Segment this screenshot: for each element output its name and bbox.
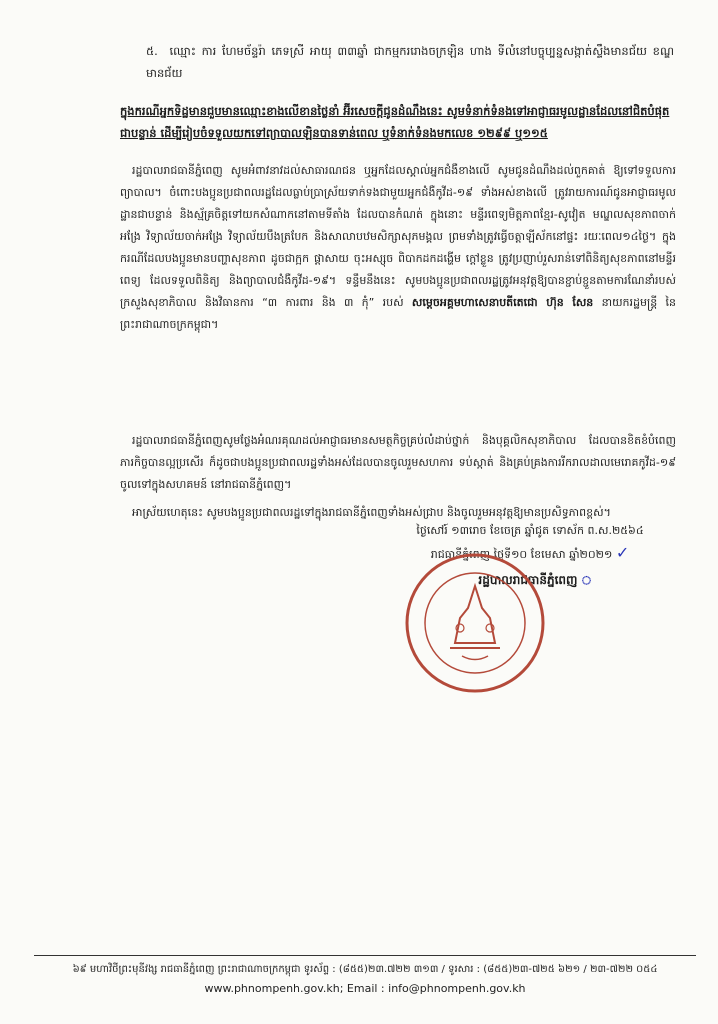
footer-divider <box>34 955 696 956</box>
thanks-paragraph: រដ្ឋបាលរាជធានីភ្នំពេញសូមថ្លែងអំណរគុណដល់អាជ្ញាធរមានសមត្ថកិច្ចគ្រប់លំដាប់ថ្នាក់ និងបុគ្គលិកសុខាភិបាល ដែលបានខិតខំបំពេញភារកិច្ចបានល្អប្រសើរ ក៏ដូចជាបងប្អូនប្រជាពលរដ្ឋទាំងអស់ដែលបានចូលរួមសហការ ទប់ស្កាត់ និងគ្រប់គ្រងការរីករាលដាលមេរោគកូវីដ-១៩ ចូលទៅក្នុងសហគមន៍ នៅរាជធានីភ្នំពេញ។ <box>120 434 676 491</box>
item-number: ៥. <box>146 44 158 58</box>
solar-date-text: រាជធានីភ្នំពេញ ថ្ងៃទី១០ ខែមេសា ឆ្នាំ២០២១ <box>430 548 613 561</box>
signature-mark-icon: ᜀ <box>581 569 592 588</box>
closing-paragraph: អាស្រ័យហេតុនេះ សូមបងប្អូនប្រជាពលរដ្ឋទៅក្នុងរាជធានីភ្នំពេញទាំងអស់ជ្រាប និងចូលរួមអនុវត្តឱ្យមានប្រសិទ្ធភាពខ្ពស់។ <box>132 506 611 519</box>
footer-address: ៦៩ មហាវិថីព្រះមុនីវង្ស រាជធានីភ្នំពេញ ព្រះរាជាណាចក្រកម្ពុជា ទូរស័ព្ទ : (៨៥៥)២៣.៧២២ ៣១៣ / ទូរសារ : (៨៥៥)២៣-៧២៥ ៦២១ / ២៣-៧២២ ០៥៤ <box>72 964 658 975</box>
item-text: ឈ្មោះ ការ ហែមច័ន្ទរ៉ា ភេទស្រី អាយុ ៣៣ឆ្នាំ ជាកម្មករ‌រោងចក្រ‌ឡិន ហាង ទីលំនៅ‌បច្ចុប្បន្ន‌សង្កាត់‌ស្ទឹងមានជ័យ ខណ្ឌមានជ័យ <box>146 44 675 80</box>
notice-bold-paragraph: ក្នុងករណីអ្នកទិដ្ឋមានជួបមានឈ្មោះខាងលើ‌ខានថ្លៃ‌នាំ អ៊ីរសេចក្ដីជូនដំណឹងនេះ សូមទំនាក់ទំនងទៅ‌អាជ្ញាធរ‌មូលដ្ឋាន‌ដែលនៅជិតបំផុត ជាបន្ទាន់ ដើម្បីរៀបចំទទួលយកទៅព្យាបាលឡិនបានទាន់ពេល ឬទំនាក់ទំនងមកលេខ ១២៩៩ ឬ១១៥ <box>120 104 670 140</box>
appeal-text: រដ្ឋបាលរាជធានីភ្នំពេញ សូមអំពាវនាវដល់សាធារណជន ឬអ្នកដែលស្គាល់អ្នកជំងឺខាងលើ សូមជូនដំណឹងដល់ពួកគាត់ ឱ្យទៅទទួលការព្យាបាល។ ចំពោះបងប្អូនប្រជាពលរដ្ឋដែលធ្លាប់ប្រាស្រ័យទាក់ទងជាមួយអ្នកជំងឺកូវីដ-១៩ ទាំងអស់ខាងលើ ត្រូវរាយការណ៍ជូនអាជ្ញាធរមូលដ្ឋានជាបន្ទាន់ និងស្ម័គ្រចិត្តទៅយកសំណាកនៅតាមទីតាំង ដែលបានកំណត់ ក្នុងនោះ មន្ទីរពេទ្យមិត្តភាពខ្មែរ-សូវៀត មណ្ឌលសុខភាពចាក់អង្រែ វិទ្យាល័យចាក់អង្រែ វិទ្យាល័យបឹងត្របែក និងសាលាបឋមសិក្សាសុភមង្គល ព្រមទាំងត្រូវធ្វើចត្តាឡីស័កនៅផ្ទះ រយៈពេល១៤ថ្ងៃ។ ក្នុងករណីដែលបងប្អូនមានបញ្ហាសុខភាព ដូចជាក្អក ផ្ដាសាយ ចុះអស្សុច ពិបាកដកដង្ហើម ក្ដៅខ្លួន ត្រូវប្រញាប់រួសរាន់ទៅពិនិត្យសុខភាពនៅមន្ទីរពេទ្យ ដែលទទួលពិនិត្យ និងព្យាបាលជំងឺកូវីដ-១៩។ ទន្ទឹមនឹងនេះ សូមបងប្អូនប្រជាពលរដ្ឋត្រូវអនុវត្តឱ្យបានខ្ជាប់ខ្ជួនតាមការណែនាំរបស់ក្រសួងសុខាភិបាល និងវិធានការ “៣ ការពារ និង ៣ កុំ” របស់ <box>120 164 676 309</box>
signature-title-text: រដ្ឋបាលរាជធានីភ្នំពេញ <box>478 573 578 587</box>
ink-check-icon: ✓ <box>615 543 630 562</box>
appeal-highlight: សម្ដេចអគ្គមហាសេនាបតីតេជោ ហ៊ុន សែន <box>411 296 594 309</box>
patient-item <box>146 40 674 84</box>
lunar-date: ថ្ងៃសៅរ៍ ១៣រោច ខែចេត្រ ឆ្នាំជូត ទោស័ក ព.ស.២៥៦៤ <box>416 524 644 537</box>
appeal-tail: នាយករដ្ឋមន្ត្រី នៃព្រះរាជាណាចក្រកម្ពុជា។ <box>120 296 677 331</box>
appeal-paragraph <box>120 160 676 336</box>
official-seal-icon <box>400 548 550 698</box>
footer-web-email: www.phnompenh.gov.kh; Email : info@phnompenh.gov.kh <box>204 982 526 995</box>
